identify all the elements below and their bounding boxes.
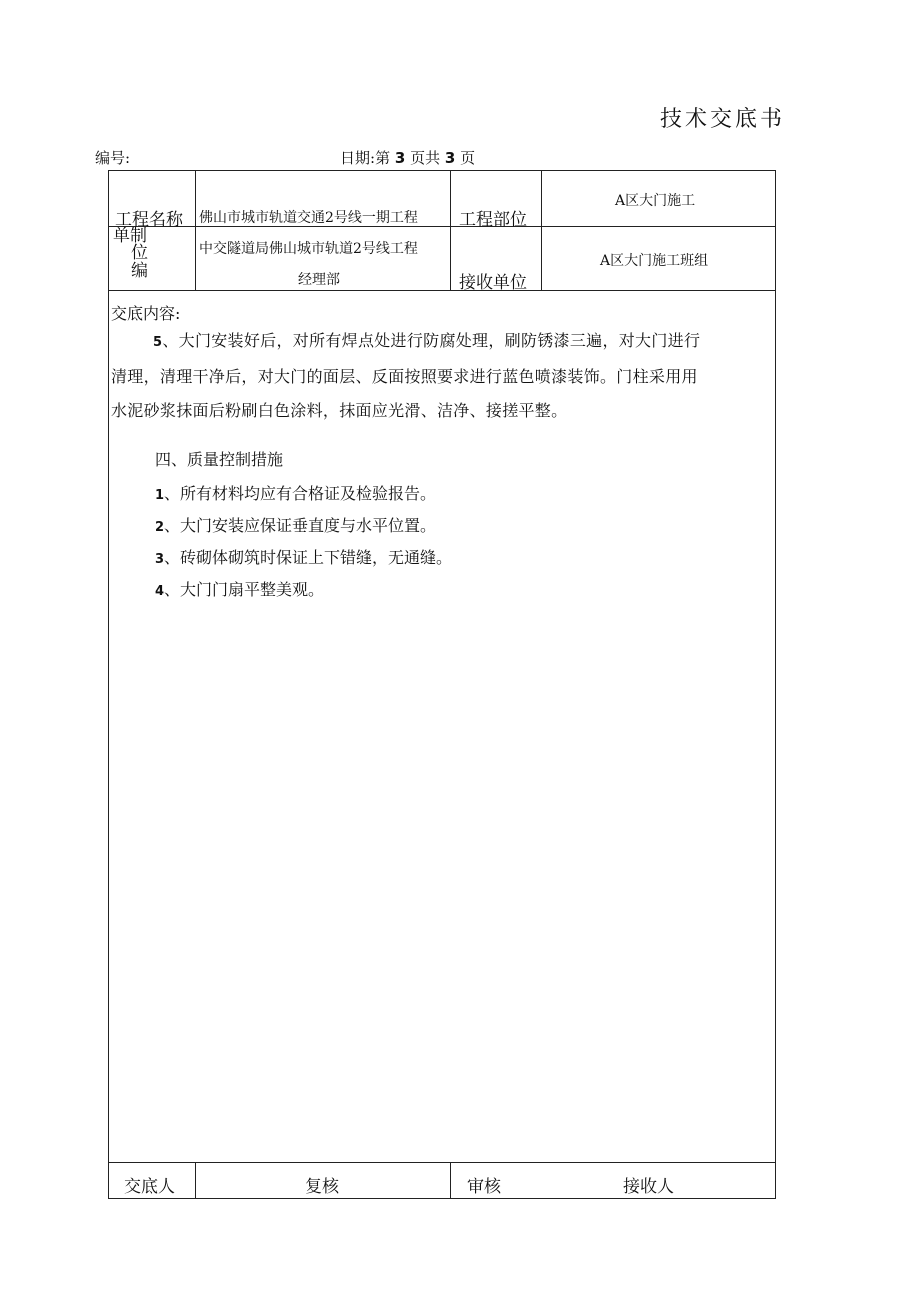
unit-label-line3: 编: [131, 261, 148, 281]
page-current: 3: [394, 149, 406, 167]
document-title: 技术交底书: [660, 107, 786, 132]
item-5-line3: 水泥砂浆抹面后粉刷白色涂料，抹面应光滑、洁净、接搓平整。: [111, 401, 568, 420]
footer-col-rule-2: [450, 1162, 451, 1199]
measure-item: 4、大门门扇平整美观。: [155, 580, 325, 599]
project-name-value: 佛山市城市轨道交通2号线一期工程: [199, 210, 418, 226]
page-mid: 页共: [410, 149, 441, 167]
document-number-label: 编号:: [95, 149, 131, 167]
receiver-unit-value: A区大门施工班组: [600, 253, 709, 269]
content-heading: 交底内容:: [111, 304, 181, 323]
table-col-rule-3: [541, 170, 542, 290]
section-quality-heading: 四、质量控制措施: [155, 450, 284, 469]
measure-item: 1、所有材料均应有合格证及检验报告。: [155, 484, 437, 503]
project-name-label: 工程名称: [115, 210, 183, 230]
item-5-num: 5: [153, 335, 163, 350]
receiver-unit-label: 接收单位: [459, 273, 527, 293]
item-5-line2: 清理，清理干净后，对大门的面层、反面按照要求进行蓝色喷漆装饰。门柱采用用: [111, 367, 698, 386]
footer-review-label: 复核: [305, 1177, 339, 1197]
unit-value-line1: 中交隧道局佛山城市轨道2号线工程: [199, 241, 418, 257]
measure-item: 2、大门安装应保证垂直度与水平位置。: [155, 516, 437, 535]
item-5-paragraph: [111, 324, 775, 428]
table-col-rule-2: [450, 170, 451, 290]
table-rule-2: [108, 290, 776, 291]
unit-value-line2: 经理部: [298, 272, 340, 288]
footer-presenter-label: 交底人: [124, 1177, 175, 1197]
unit-label-line1: 单制: [113, 226, 147, 246]
page-suffix: 页: [460, 149, 476, 167]
table-rule-3: [108, 1162, 776, 1163]
date-label: 日期:: [340, 149, 376, 167]
measure-item: 3、砖砌体砌筑时保证上下错缝，无通缝。: [155, 548, 453, 567]
page-prefix: 第: [375, 149, 391, 167]
project-part-value: A区大门施工: [615, 193, 696, 209]
page-total: 3: [444, 149, 456, 167]
footer-col-rule-1: [195, 1162, 196, 1199]
table-col-rule-1: [195, 170, 196, 290]
item-5-line1: 5、大门安装好后，对所有焊点处进行防腐处理，刷防锈漆三遍，对大门进行: [153, 331, 701, 350]
footer-receiver-label: 接收人: [623, 1177, 674, 1197]
unit-label-line2: 位: [131, 243, 148, 263]
footer-audit-label: 审核: [467, 1177, 501, 1197]
project-part-label: 工程部位: [459, 210, 527, 230]
document-date-page: [340, 147, 475, 168]
